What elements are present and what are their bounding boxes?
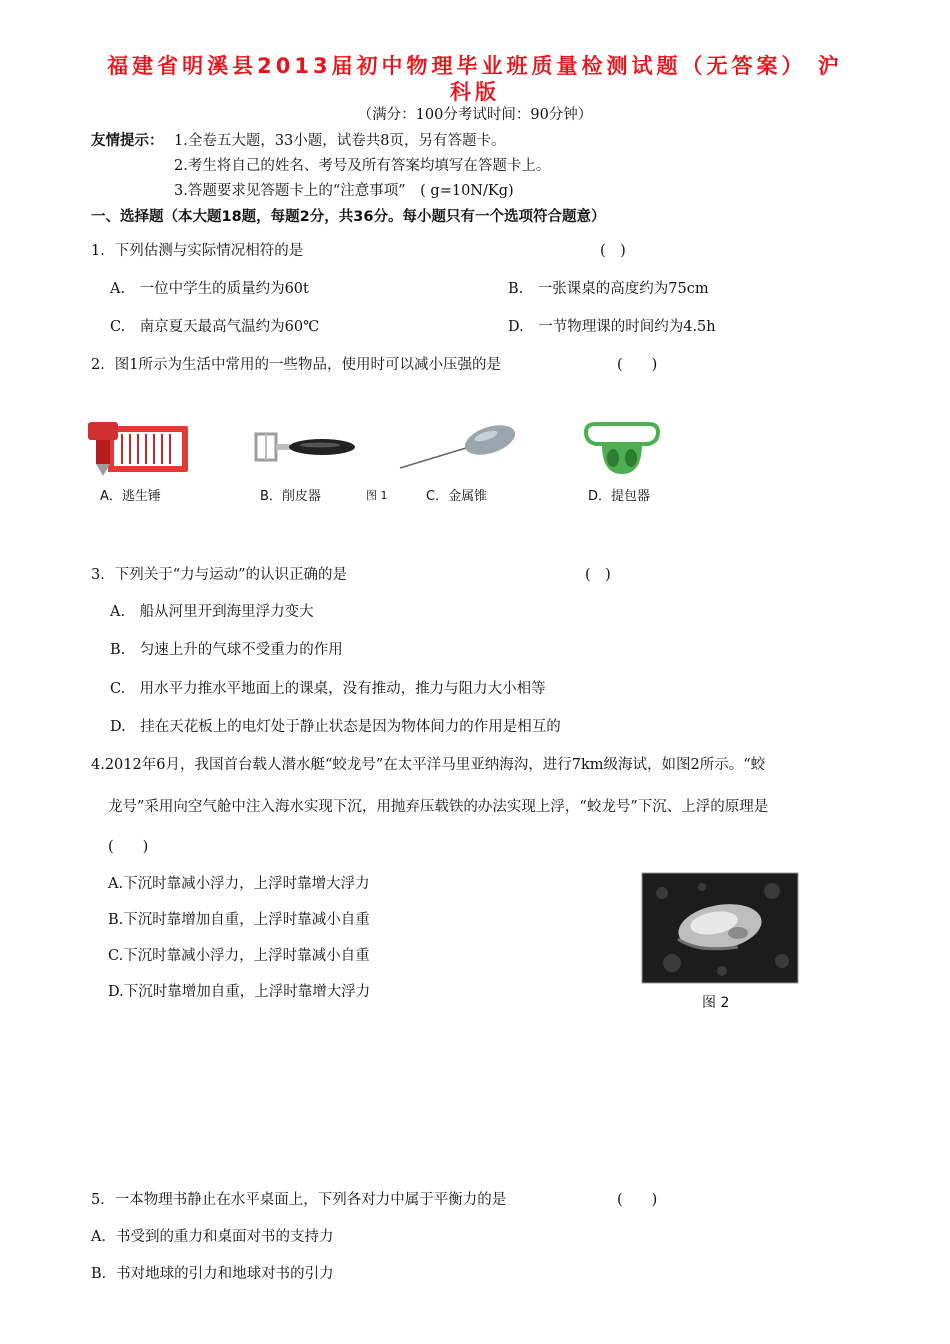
document-title-continued: 科版 bbox=[450, 80, 500, 104]
tip-item: 2.考生将自己的姓名、考号及所有答案均填写在答题卡上。 bbox=[174, 158, 551, 174]
answer-blank: ( ) bbox=[108, 839, 149, 855]
option-a: A. 一位中学生的质量约为60t bbox=[110, 281, 309, 297]
question-1-stem: 1．下列估测与实际情况相符的是 bbox=[91, 243, 304, 259]
figure-1-caption-d: D．提包器 bbox=[588, 489, 651, 504]
option-b: B．书对地球的引力和地球对书的引力 bbox=[91, 1266, 334, 1282]
peeler-icon bbox=[252, 430, 356, 464]
tip-item: 3.答题要求见答题卡上的“注意事项” ( g=10N/Kg) bbox=[174, 183, 514, 199]
question-4-line: 4.2012年6月，我国首台载人潜水艇“蛟龙号”在太平洋马里亚纳海沟，进行7km级海试，如图2所示。“蛟 bbox=[91, 757, 766, 773]
tip-item: 1.全卷五大题，33小题，试卷共8页，另有答题卡。 bbox=[174, 133, 506, 149]
awl-icon bbox=[396, 424, 520, 472]
option-b: B. 一张课桌的高度约为75cm bbox=[508, 281, 709, 297]
figure-1-caption-a: A．逃生锤 bbox=[100, 489, 161, 504]
option-a: A．书受到的重力和桌面对书的支持力 bbox=[91, 1229, 334, 1245]
question-4-line: 龙号”采用向空气舱中注入海水实现下沉，用抛弃压载铁的办法实现上浮，“蛟龙号”下沉、上浮的原理是 bbox=[108, 799, 769, 815]
answer-blank: ( ) bbox=[585, 567, 611, 583]
bag-holder-icon bbox=[580, 422, 664, 478]
option-c: C. 用水平力推水平地面上的课桌，没有推动，推力与阻力大小相等 bbox=[110, 681, 546, 697]
figure-1-label: 图 1 bbox=[366, 489, 388, 502]
option-d: D.下沉时靠增加自重，上浮时靠增大浮力 bbox=[108, 984, 371, 1000]
option-b: B. 匀速上升的气球不受重力的作用 bbox=[110, 642, 343, 658]
submersible-photo bbox=[642, 873, 798, 983]
escape-hammer-icon bbox=[86, 420, 191, 482]
answer-blank: ( ) bbox=[617, 1192, 658, 1208]
figure-1-caption-c: C．金属锥 bbox=[426, 489, 488, 504]
tips-label: 友情提示： bbox=[91, 133, 164, 149]
option-a: A.下沉时靠减小浮力，上浮时靠增大浮力 bbox=[108, 876, 370, 892]
figure-2-caption: 图 2 bbox=[702, 995, 730, 1011]
option-b: B.下沉时靠增加自重，上浮时靠减小自重 bbox=[108, 912, 370, 928]
figure-1-caption-b: B．削皮器 bbox=[260, 489, 321, 504]
option-d: D. 一节物理课的时间约为4.5h bbox=[508, 319, 716, 335]
exam-subtitle: （满分：100分考试时间：90分钟） bbox=[357, 107, 593, 123]
option-c: C. 南京夏天最高气温约为60℃ bbox=[110, 319, 320, 335]
question-2-stem: 2．图1所示为生活中常用的一些物品，使用时可以减小压强的是 bbox=[91, 357, 501, 373]
question-3-stem: 3．下列关于“力与运动”的认识正确的是 bbox=[91, 567, 348, 583]
option-d: D. 挂在天花板上的电灯处于静止状态是因为物体间力的作用是相互的 bbox=[110, 719, 561, 735]
option-a: A. 船从河里开到海里浮力变大 bbox=[110, 604, 314, 620]
option-c: C.下沉时靠减小浮力，上浮时靠减小自重 bbox=[108, 948, 370, 964]
answer-blank: ( ) bbox=[600, 243, 626, 259]
answer-blank: ( ) bbox=[617, 357, 658, 373]
section-heading: 一、选择题（本大题18题，每题2分，共36分。每小题只有一个选项符合题意） bbox=[91, 209, 606, 225]
document-title: 福建省明溪县2013届初中物理毕业班质量检测试题（无答案） 沪 bbox=[107, 54, 843, 78]
question-5-stem: 5．一本物理书静止在水平桌面上，下列各对力中属于平衡力的是 bbox=[91, 1192, 507, 1208]
